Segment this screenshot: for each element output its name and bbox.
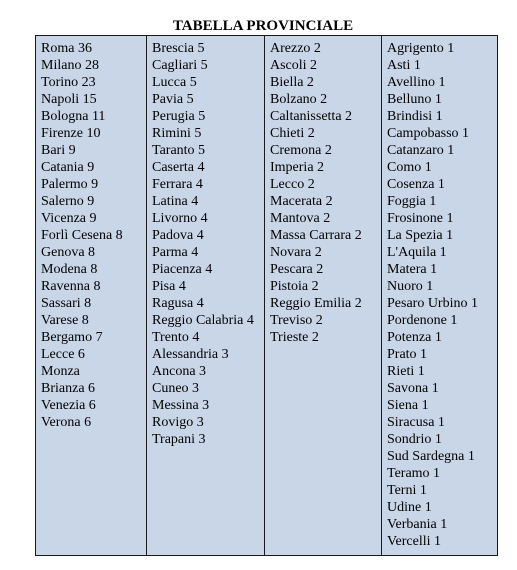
list-item: Pavia 5: [152, 92, 194, 107]
list-item: Vicenza 9: [41, 211, 97, 226]
list-item: Caltanissetta 2: [270, 109, 353, 124]
list-item: Trieste 2: [270, 330, 319, 345]
list-item: Perugia 5: [152, 109, 206, 124]
list-item: Salerno 9: [41, 194, 95, 209]
list-item: Biella 2: [270, 75, 314, 90]
list-item: Bolzano 2: [270, 92, 328, 107]
list-item: Novara 2: [270, 245, 322, 260]
column-1: [36, 36, 147, 556]
list-item: Monza Brianza 6: [41, 364, 96, 396]
list-item: Bari 9: [41, 143, 76, 158]
list-item: Lecce 6: [41, 347, 85, 362]
list-item: Macerata 2: [270, 194, 333, 209]
list-item: Avellino 1: [387, 75, 446, 90]
list-item: Catanzaro 1: [387, 143, 455, 158]
list-item: Prato 1: [387, 347, 428, 362]
list-item: Udine 1: [387, 500, 432, 515]
list-item: Mantova 2: [270, 211, 331, 226]
list-item: Pistoia 2: [270, 279, 319, 294]
list-item: Asti 1: [387, 58, 421, 73]
column-2: [147, 36, 265, 556]
list-item: Ragusa 4: [152, 296, 204, 311]
list-item: Piacenza 4: [152, 262, 213, 277]
list-item: Bergamo 7: [41, 330, 103, 345]
list-item: Verona 6: [41, 415, 92, 430]
list-item: Latina 4: [152, 194, 199, 209]
list-item: Reggio Calabria 4: [152, 313, 254, 328]
list-item: Caserta 4: [152, 160, 205, 175]
list-item: Lucca 5: [152, 75, 197, 90]
list-item: Brescia 5: [152, 41, 205, 56]
list-item: Roma 36: [41, 41, 92, 56]
list-item: Brindisi 1: [387, 109, 443, 124]
list-item: Milano 28: [41, 58, 99, 73]
list-item: L'Aquila 1: [387, 245, 447, 260]
list-item: Massa Carrara 2: [270, 228, 362, 243]
list-item: Vercelli 1: [387, 534, 442, 549]
list-item: Palermo 9: [41, 177, 99, 192]
list-item: Firenze 10: [41, 126, 101, 141]
list-item: Rimini 5: [152, 126, 202, 141]
list-item: Lecco 2: [270, 177, 315, 192]
list-item: Trapani 3: [152, 432, 206, 447]
list-item: Cuneo 3: [152, 381, 200, 396]
table-title: TABELLA PROVINCIALE: [172, 18, 354, 34]
list-item: Messina 3: [152, 398, 210, 413]
list-item: Nuoro 1: [387, 279, 434, 294]
list-item: Matera 1: [387, 262, 438, 277]
list-item: Parma 4: [152, 245, 199, 260]
list-item: Pesaro Urbino 1: [387, 296, 478, 311]
list-item: Siracusa 1: [387, 415, 445, 430]
list-item: Padova 4: [152, 228, 204, 243]
list-item: Teramo 1: [387, 466, 441, 481]
list-item: La Spezia 1: [387, 228, 454, 243]
column-4: [382, 36, 498, 556]
list-item: Potenza 1: [387, 330, 442, 345]
list-item: Trento 4: [152, 330, 200, 345]
list-item: Alessandria 3: [152, 347, 229, 362]
list-item: Bologna 11: [41, 109, 106, 124]
list-item: Genova 8: [41, 245, 96, 260]
column-3: [265, 36, 382, 556]
list-item: Ferrara 4: [152, 177, 203, 192]
list-item: Imperia 2: [270, 160, 325, 175]
list-item: Terni 1: [387, 483, 427, 498]
list-item: Verbania 1: [387, 517, 448, 532]
list-item: Pescara 2: [270, 262, 324, 277]
list-item: Varese 8: [41, 313, 89, 328]
list-item: Cremona 2: [270, 143, 332, 158]
list-item: Taranto 5: [152, 143, 206, 158]
list-item: Forlì Cesena 8: [41, 228, 123, 243]
table-row: [36, 36, 498, 556]
list-item: Cagliari 5: [152, 58, 208, 73]
list-item: Ravenna 8: [41, 279, 101, 294]
list-item: Arezzo 2: [270, 41, 321, 56]
list-item: Agrigento 1: [387, 41, 455, 56]
list-item: Siena 1: [387, 398, 429, 413]
list-item: Napoli 15: [41, 92, 97, 107]
list-item: Modena 8: [41, 262, 98, 277]
list-item: Como 1: [387, 160, 432, 175]
list-item: Foggia 1: [387, 194, 437, 209]
list-item: Ancona 3: [152, 364, 207, 379]
list-item: Catania 9: [41, 160, 95, 175]
list-item: Venezia 6: [41, 398, 96, 413]
list-item: Sassari 8: [41, 296, 92, 311]
list-item: Frosinone 1: [387, 211, 454, 226]
list-item: Campobasso 1: [387, 126, 470, 141]
list-item: Chieti 2: [270, 126, 315, 141]
list-item: Sondrio 1: [387, 432, 442, 447]
list-item: Ascoli 2: [270, 58, 318, 73]
list-item: Rovigo 3: [152, 415, 204, 430]
list-item: Savona 1: [387, 381, 439, 396]
provincial-table: [35, 35, 498, 556]
list-item: Pordenone 1: [387, 313, 458, 328]
list-item: Rieti 1: [387, 364, 425, 379]
list-item: Livorno 4: [152, 211, 208, 226]
list-item: Torino 23: [41, 75, 96, 90]
list-item: Sud Sardegna 1: [387, 449, 475, 464]
list-item: Cosenza 1: [387, 177, 445, 192]
list-item: Treviso 2: [270, 313, 323, 328]
list-item: Pisa 4: [152, 279, 186, 294]
list-item: Belluno 1: [387, 92, 442, 107]
list-item: Reggio Emilia 2: [270, 296, 362, 311]
